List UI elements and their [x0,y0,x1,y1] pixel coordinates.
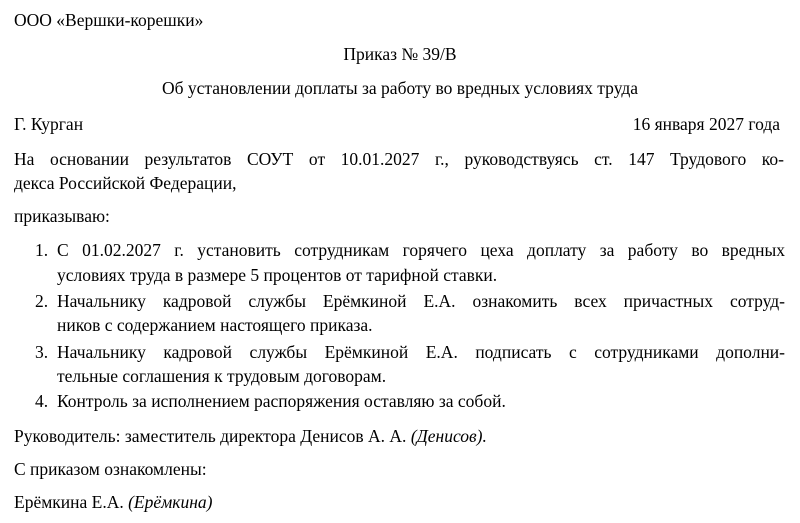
list-item-number: 4. [35,391,49,411]
employee-text: Ерёмкина Е.А. [14,492,129,512]
employee-signature: (Ерёмкина) [128,492,213,512]
basis-line: декса Российской Федерации, [14,173,237,193]
list-item-number: 2. [35,291,49,311]
order-title: Приказ № 39/В [343,44,457,64]
list-item-line: Начальнику кадровой службы Ерёмкиной Е.А. подписать с сотрудниками дополни- [57,342,785,362]
order-word: приказываю: [14,206,110,226]
acknowledged-heading: С приказом ознакомлены: [14,459,207,479]
list-item-line: Контроль за исполнением распоряжения оставляю за собой. [57,391,506,411]
organization-name: ООО «Вершки-корешки» [14,10,204,30]
head-text: Руководитель: заместитель директора Денисов А. А. [14,426,411,446]
list-item-line: тельные соглашения к трудовым договорам. [57,366,387,386]
list-item-line: С 01.02.2027 г. установить сотрудникам горячего цеха доплату за работу во вредных [57,240,785,260]
employee-signature-line [14,491,213,513]
basis-line: На основании результатов СОУТ от 10.01.2027 г., руководствуясь ст. 147 Трудового ко- [14,149,784,169]
order-subject: Об установлении доплаты за работу во вредных условиях труда [161,78,639,98]
list-item-line: Начальнику кадровой службы Ерёмкиной Е.А. ознакомить всех причастных сотруд- [57,291,785,311]
list-item-number: 3. [35,342,49,362]
list-item-line: ников с содержанием настоящего приказа. [57,315,373,335]
list-item-number: 1. [35,240,49,260]
order-date: 16 января 2027 года [632,114,780,134]
head-signature: (Денисов). [410,426,487,446]
list-item-line: условиях труда в размере 5 процентов от тарифной ставки. [57,265,498,285]
city: Г. Курган [14,114,84,134]
head-signature-line [14,425,487,447]
